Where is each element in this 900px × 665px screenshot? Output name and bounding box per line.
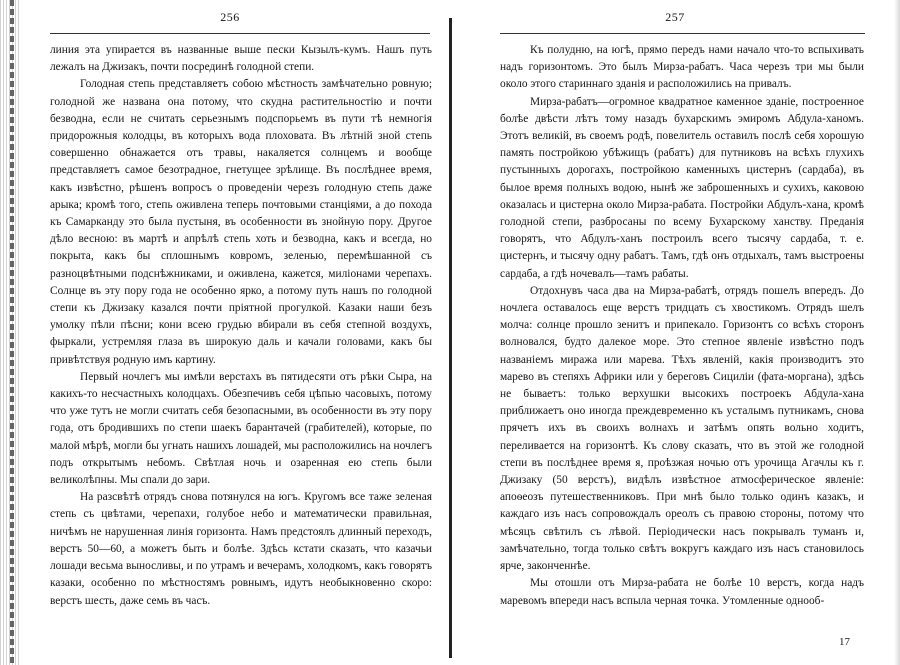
paragraph: линия эта упирается въ названные выше пески Кызылъ-кумъ. Нашъ путь лежалъ на Джизакъ, почти посрединѣ голодной степи.	[50, 44, 432, 74]
right-page-text	[500, 42, 864, 610]
paragraph: На разсвѣтѣ отрядъ снова потянулся на югъ. Кругомъ все таже зеленая степь съ цвѣтами, черепахи, голубое небо и математически правильная, ничѣмъ не нарушенная линія горизонта. Намъ предстоялъ длинный переходъ, верстъ 50—60, а можетъ быть и болѣе. Здѣсь кстати сказать, что казачьи лошади весьма выносливы, и по утрамъ и вечерамъ, холодкомъ, какъ говорятъ казаки, особенно по мѣстностямъ ровнымъ, идутъ необыкновенно скоро: верстъ шесть, даже семь въ часъ.	[50, 491, 432, 607]
paragraph: Голодная степь представляетъ собою мѣстность замѣчательно ровную; голодной же названа она потому, что скудна растительностію и почти безводна, если не считать серьезнымъ подспорьемъ въ пути тѣ немногія придорожныя колодцы, въ которыхъ вода плоховата. Въ лѣтній зной степь совершенно обнажается отъ травы, накаляется солнцемъ и вообще представляетъ самое безотрадное, гнетущее зрѣлище. Въ послѣднее время, какъ извѣстно, рѣшенъ вопросъ о проведеніи черезъ голодную степь даже арыка; кромѣ того, степь оживлена теперь почтовыми станціями, а до похода къ Самарканду это была пустыня, въ особенности въ знойную пору. Другое дѣло весною: въ мартѣ и апрѣлѣ степь хоть и безводна, какъ и всегда, но покрыта, какъ бы сплошнымъ ковромъ, зеленью, перемѣшанной съ разноцвѣтными подснѣжниками, и оживлена, кажется, миліонами черепахъ. Солнце въ эту пору года не особенно ярко, а потому путь нашъ по голодной степи къ Джизаку казался почти пріятной прогулкой. Казаки наши безъ умолку пѣли пѣсни; кони всею грудью вбирали въ себя степной воздухъ, фыркали, устремляя глаза въ широкую даль и качали головами, какъ бы привѣтствуя родную имъ картину.	[50, 78, 432, 366]
right-page	[450, 0, 900, 665]
header-rule-right	[500, 33, 865, 34]
page-number-right: 257	[665, 10, 685, 24]
paragraph: Отдохнувъ часа два на Мирза-рабатѣ, отрядъ пошелъ впередъ. До ночлега оставалось еще верстъ тридцать съ хвостикомъ. Отрядъ шелъ молча: солнце прошло зенитъ и припекало. Горизонтъ со всѣхъ сторонъ волновался, будто далекое море. Это степное явленіе извѣстно подъ названіемъ миража или марева. Тѣхъ явленій, какія производитъ это марево въ степяхъ Африки или у береговъ Сициліи (фата-моргана), здѣсь не бываетъ: только верхушки высокихъ построекъ Абдула-хана приближаетъ оно иногда преждевременно къ усталымъ путникамъ, снова прячетъ ихъ въ своихъ волнахъ и затѣмъ опять вольно ходитъ, переливается на горизонтѣ. Къ слову сказать, что въ этой же голодной степи въ послѣднее время я, проѣзжая ночью отъ урочища Агачлы къ г. Джизаку (50 верстъ), видѣлъ извѣстное атмосферическое явленіе: апоѳеозъ путешественниковъ. При мнѣ было только одинъ казакъ, и каждаго изъ насъ сопровождалъ ореолъ съ правою стороны, потому что мѣсяцъ свѣтилъ съ лѣвой. Періодически насъ покрывалъ туманъ и, замѣчательно, тогда только свѣтъ вокругъ каждаго изъ насъ становилось ярче, законченнѣе.	[500, 284, 864, 573]
paragraph: Мирза-рабатъ—огромное квадратное каменное зданіе, построенное болѣе двѣсти лѣтъ тому назадъ бухарскимъ эмиромъ Абдула-ханомъ. Этотъ великій, въ своемъ родѣ, повелитель оставилъ послѣ себя хорошую память постройкою убѣжищъ (рабатъ) для путниковъ на всѣхъ глухихъ пустынныхъ дорогахъ, постройкою каменныхъ цистернъ (сардаба), въ былое время полныхъ водою, нынѣ же заброшенныхъ и сухихъ, каковою оказалась и цистерна около Мирза-рабата. Постройки Абдулъ-хана, кромѣ голодной степи, разбросаны по всему Бухарскому ханству. Преданія говорятъ, что Абдулъ-ханъ построилъ всего тысячу сардаба, т. е. цистернъ, и тысячу одну рабатъ. Тамъ, гдѣ онъ отдыхалъ, тамъ выстроены сардаба, а гдѣ ночевалъ—тамъ рабаты.	[500, 95, 864, 280]
paragraph: Первый ночлегъ мы имѣли верстахъ въ пятидесяти отъ рѣки Сыра, на какихъ-то несчастныхъ колодцахъ. Обезпечивъ себя цѣпью часовыхъ, потому что уже тутъ не могли считать себя безопасными, въ особенности въ эту пору года, отъ бродившихъ по степи шаекъ барантачей (грабителей), которые, по малой мѣрѣ, могли бы угнать нашихъ лошадей, мы расположились на ночлегъ подъ открытымъ небомъ. Свѣтлая ночь и озаренная ею степь были великолѣпны. Мы спали до зари.	[50, 370, 432, 487]
header-rule-left	[50, 33, 430, 34]
paragraph: Мы отошли отъ Мирза-рабата не болѣе 10 верстъ, когда надъ маревомъ впереди насъ вспыла черная точка. Утомленные однооб-	[500, 577, 864, 607]
page-edge-left	[0, 0, 20, 665]
paragraph: Къ полудню, на югѣ, прямо передъ нами начало что-то вспыхивать надъ горизонтомъ. Это былъ Мирза-рабатъ. Часа черезъ три мы были около этого стариннаго зданія и расположились на привалъ.	[500, 44, 864, 91]
page-edge-right	[894, 0, 900, 665]
left-page-text	[50, 42, 432, 610]
page-number-left: 256	[220, 10, 240, 24]
signature-mark: 17	[839, 636, 850, 648]
